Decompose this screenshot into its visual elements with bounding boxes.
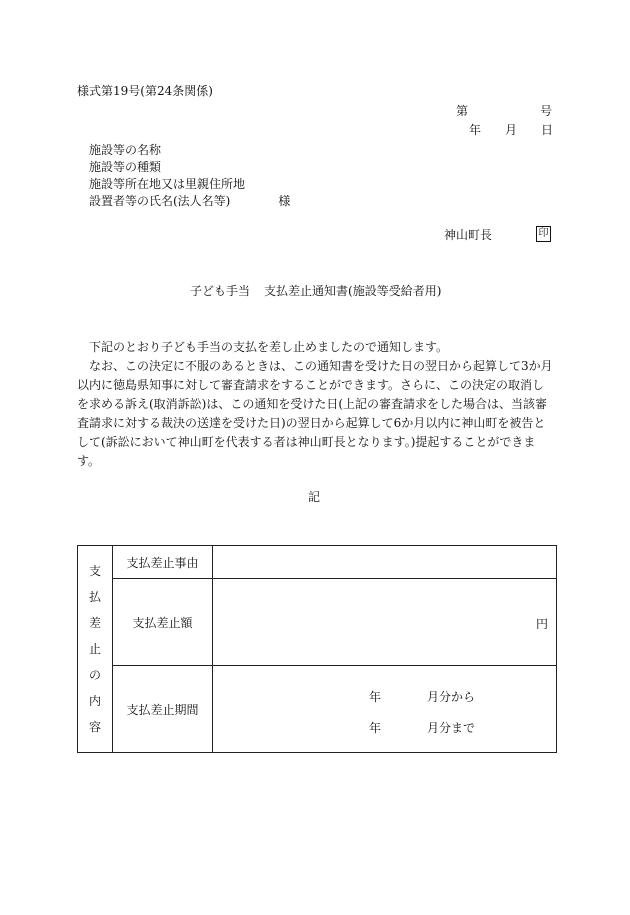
period-label: 支払差止期間 <box>113 666 213 753</box>
yen-unit: 円 <box>535 617 548 631</box>
facility-type-label: 施設等の種類 <box>89 160 162 174</box>
date-year: 年 <box>469 123 482 137</box>
honorific: 様 <box>278 194 291 208</box>
amount-value <box>213 579 557 666</box>
addressee-block <box>89 142 290 210</box>
document-number-suffix: 号 <box>540 104 553 118</box>
side-label: 支 払 差 止 の 内 容 <box>78 546 113 753</box>
mayor-name: 神山町長 <box>444 228 493 242</box>
operator-name-label: 設置者等の氏名(法人名等) <box>89 194 231 208</box>
facility-address-label: 施設等所在地又は里親住所地 <box>89 177 246 191</box>
period-from-month: 月分から <box>427 690 476 704</box>
date-month: 月 <box>505 123 518 137</box>
suspension-details-table <box>77 545 557 753</box>
period-to-month: 月分まで <box>427 721 476 735</box>
document-title <box>190 284 441 298</box>
amount-label: 支払差止額 <box>113 579 213 666</box>
title-part-1: 子ども手当 <box>190 284 251 298</box>
date-day: 日 <box>541 123 554 137</box>
period-from-year: 年 <box>369 690 382 704</box>
body-paragraph-1: 下記のとおり子ども手当の支払を差し止めましたので通知します。 <box>89 340 449 354</box>
table-row <box>78 546 557 579</box>
facility-name-label: 施設等の名称 <box>89 143 162 157</box>
period-value <box>213 666 557 753</box>
operator-name-line <box>89 193 290 210</box>
form-number: 様式第19号(第24条関係) <box>77 84 213 98</box>
body-text <box>77 338 553 471</box>
reason-value <box>213 546 557 579</box>
table-row <box>78 579 557 666</box>
table-row <box>78 666 557 753</box>
document-number-prefix: 第 <box>456 104 469 118</box>
seal-mark: 印 <box>536 226 551 242</box>
ki-heading: 記 <box>308 490 321 504</box>
body-paragraph-2: なお、この決定に不服のあるときは、この通知書を受けた日の翌日から起算して3か月以内に徳島県知事に対して審査請求をすることができます。さらに、この決定の取消しを求める訴え(取消訴訟)は、この通知を受けた日(上記の審査請求をした場合は、当該審査請求に対する裁決の送達を受けた日)の翌日から起算して6か月以内に神山町を被告として(訴訟において神山町を代表する者は神山町長となります。)提起することができます。 <box>77 359 553 468</box>
title-part-2: 支払差止通知書(施設等受給者用) <box>264 284 442 298</box>
period-to-year: 年 <box>369 721 382 735</box>
reason-label: 支払差止事由 <box>113 546 213 579</box>
